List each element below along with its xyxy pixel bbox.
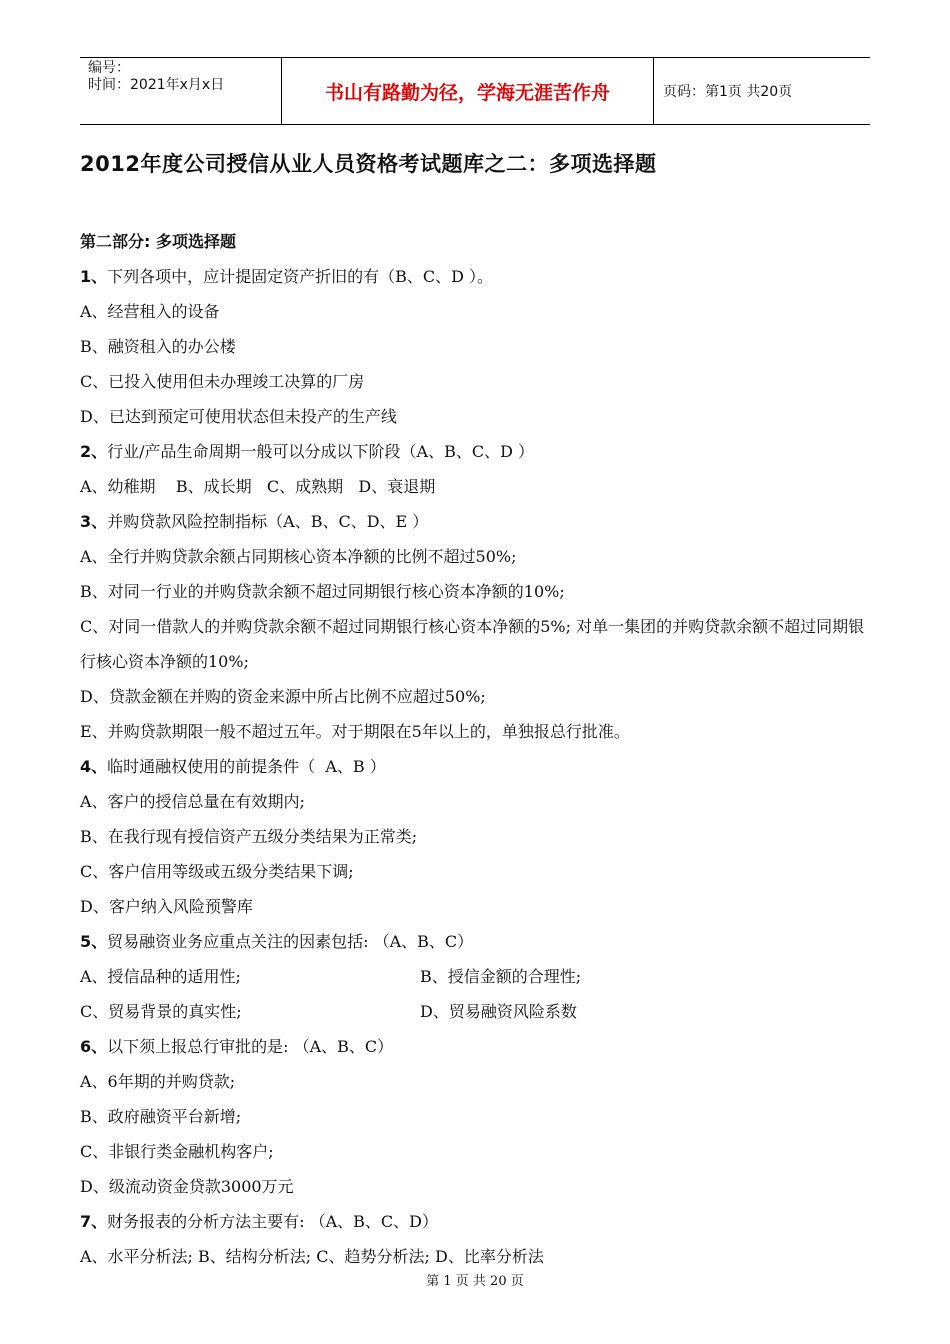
page-info: 页码：第1页 共20页 — [663, 84, 793, 100]
question-4: 4、临时通融权使用的前提条件（ A、B ） — [80, 757, 386, 776]
section-heading: 第二部分: 多项选择题 — [80, 232, 236, 251]
option-line: B、融资租入的办公楼 — [80, 337, 236, 356]
question-6: 6、以下须上报总行审批的是: （A、B、C） — [80, 1037, 394, 1056]
option-row — [80, 994, 880, 1029]
option-line: A、客户的授信总量在有效期内; — [80, 792, 305, 811]
option-line: A、水平分析法; B、结构分析法; C、趋势分析法; D、比率分析法 — [80, 1247, 544, 1266]
document-body — [80, 224, 880, 1274]
option-line: B、在我行现有授信资产五级分类结果为正常类; — [80, 827, 418, 846]
question-3: 3、并购贷款风险控制指标（A、B、C、D、E ） — [80, 512, 429, 531]
option-line: D、客户纳入风险预警库 — [80, 897, 253, 916]
document-title: 2012年度公司授信从业人员资格考试题库之二：多项选择题 — [80, 152, 657, 176]
number-label: 编号： — [88, 60, 130, 76]
header-left-cell — [80, 58, 281, 124]
option-line: B、授信金额的合理性; — [420, 967, 582, 986]
question-number: 5、 — [80, 932, 108, 951]
question-number: 7、 — [80, 1212, 108, 1231]
option-line: B、对同一行业的并购贷款余额不超过同期银行核心资本净额的10%; — [80, 582, 565, 601]
question-7: 7、财务报表的分析方法主要有: （A、B、C、D） — [80, 1212, 439, 1231]
time-label: 时间：2021年x月x日 — [88, 77, 225, 93]
option-line: A、6年期的并购贷款; — [80, 1072, 236, 1091]
option-line: A、授信品种的适用性; — [80, 967, 241, 986]
option-line: D、贷款金额在并购的资金来源中所占比例不应超过50%; — [80, 687, 486, 706]
option-line: C、贸易背景的真实性; — [80, 1002, 242, 1021]
option-line: E、并购贷款期限一般不超过五年。对于期限在5年以上的，单独报总行批准。 — [80, 722, 630, 741]
option-line: A、全行并购贷款余额占同期核心资本净额的比例不超过50%; — [80, 547, 517, 566]
question-number: 1、 — [80, 267, 108, 286]
header-table — [80, 57, 870, 125]
option-line: A、幼稚期 B、成长期 C、成熟期 D、衰退期 — [80, 477, 436, 496]
option-line: C、对同一借款人的并购贷款余额不超过同期银行核心资本净额的5%; 对单一集团的并购贷款余额不超过同期银行核心资本净额的10%; — [80, 617, 865, 671]
option-line: B、政府融资平台新增; — [80, 1107, 242, 1126]
question-5: 5、贸易融资业务应重点关注的因素包括: （A、B、C） — [80, 932, 474, 951]
option-line: C、非银行类金融机构客户; — [80, 1142, 274, 1161]
option-line: C、已投入使用但未办理竣工决算的厂房 — [80, 372, 365, 391]
motto: 书山有路勤为径，学海无涯苦作舟 — [281, 58, 654, 124]
option-line: C、客户信用等级或五级分类结果下调; — [80, 862, 354, 881]
question-1: 1、下列各项中，应计提固定资产折旧的有（B、C、D ）。 — [80, 267, 494, 286]
question-number: 2、 — [80, 442, 108, 461]
question-number: 4、 — [80, 757, 108, 776]
option-row — [80, 959, 880, 994]
page-footer: 第 1 页 共 20 页 — [426, 1274, 524, 1289]
question-number: 6、 — [80, 1037, 108, 1056]
option-line: D、贸易融资风险系数 — [420, 1002, 577, 1021]
option-line: D、已达到预定可使用状态但未投产的生产线 — [80, 407, 397, 426]
option-line: A、经营租入的设备 — [80, 302, 220, 321]
question-2: 2、行业/产品生命周期一般可以分成以下阶段（A、B、C、D ） — [80, 442, 535, 461]
option-line: D、级流动资金贷款3000万元 — [80, 1177, 294, 1196]
question-number: 3、 — [80, 512, 108, 531]
